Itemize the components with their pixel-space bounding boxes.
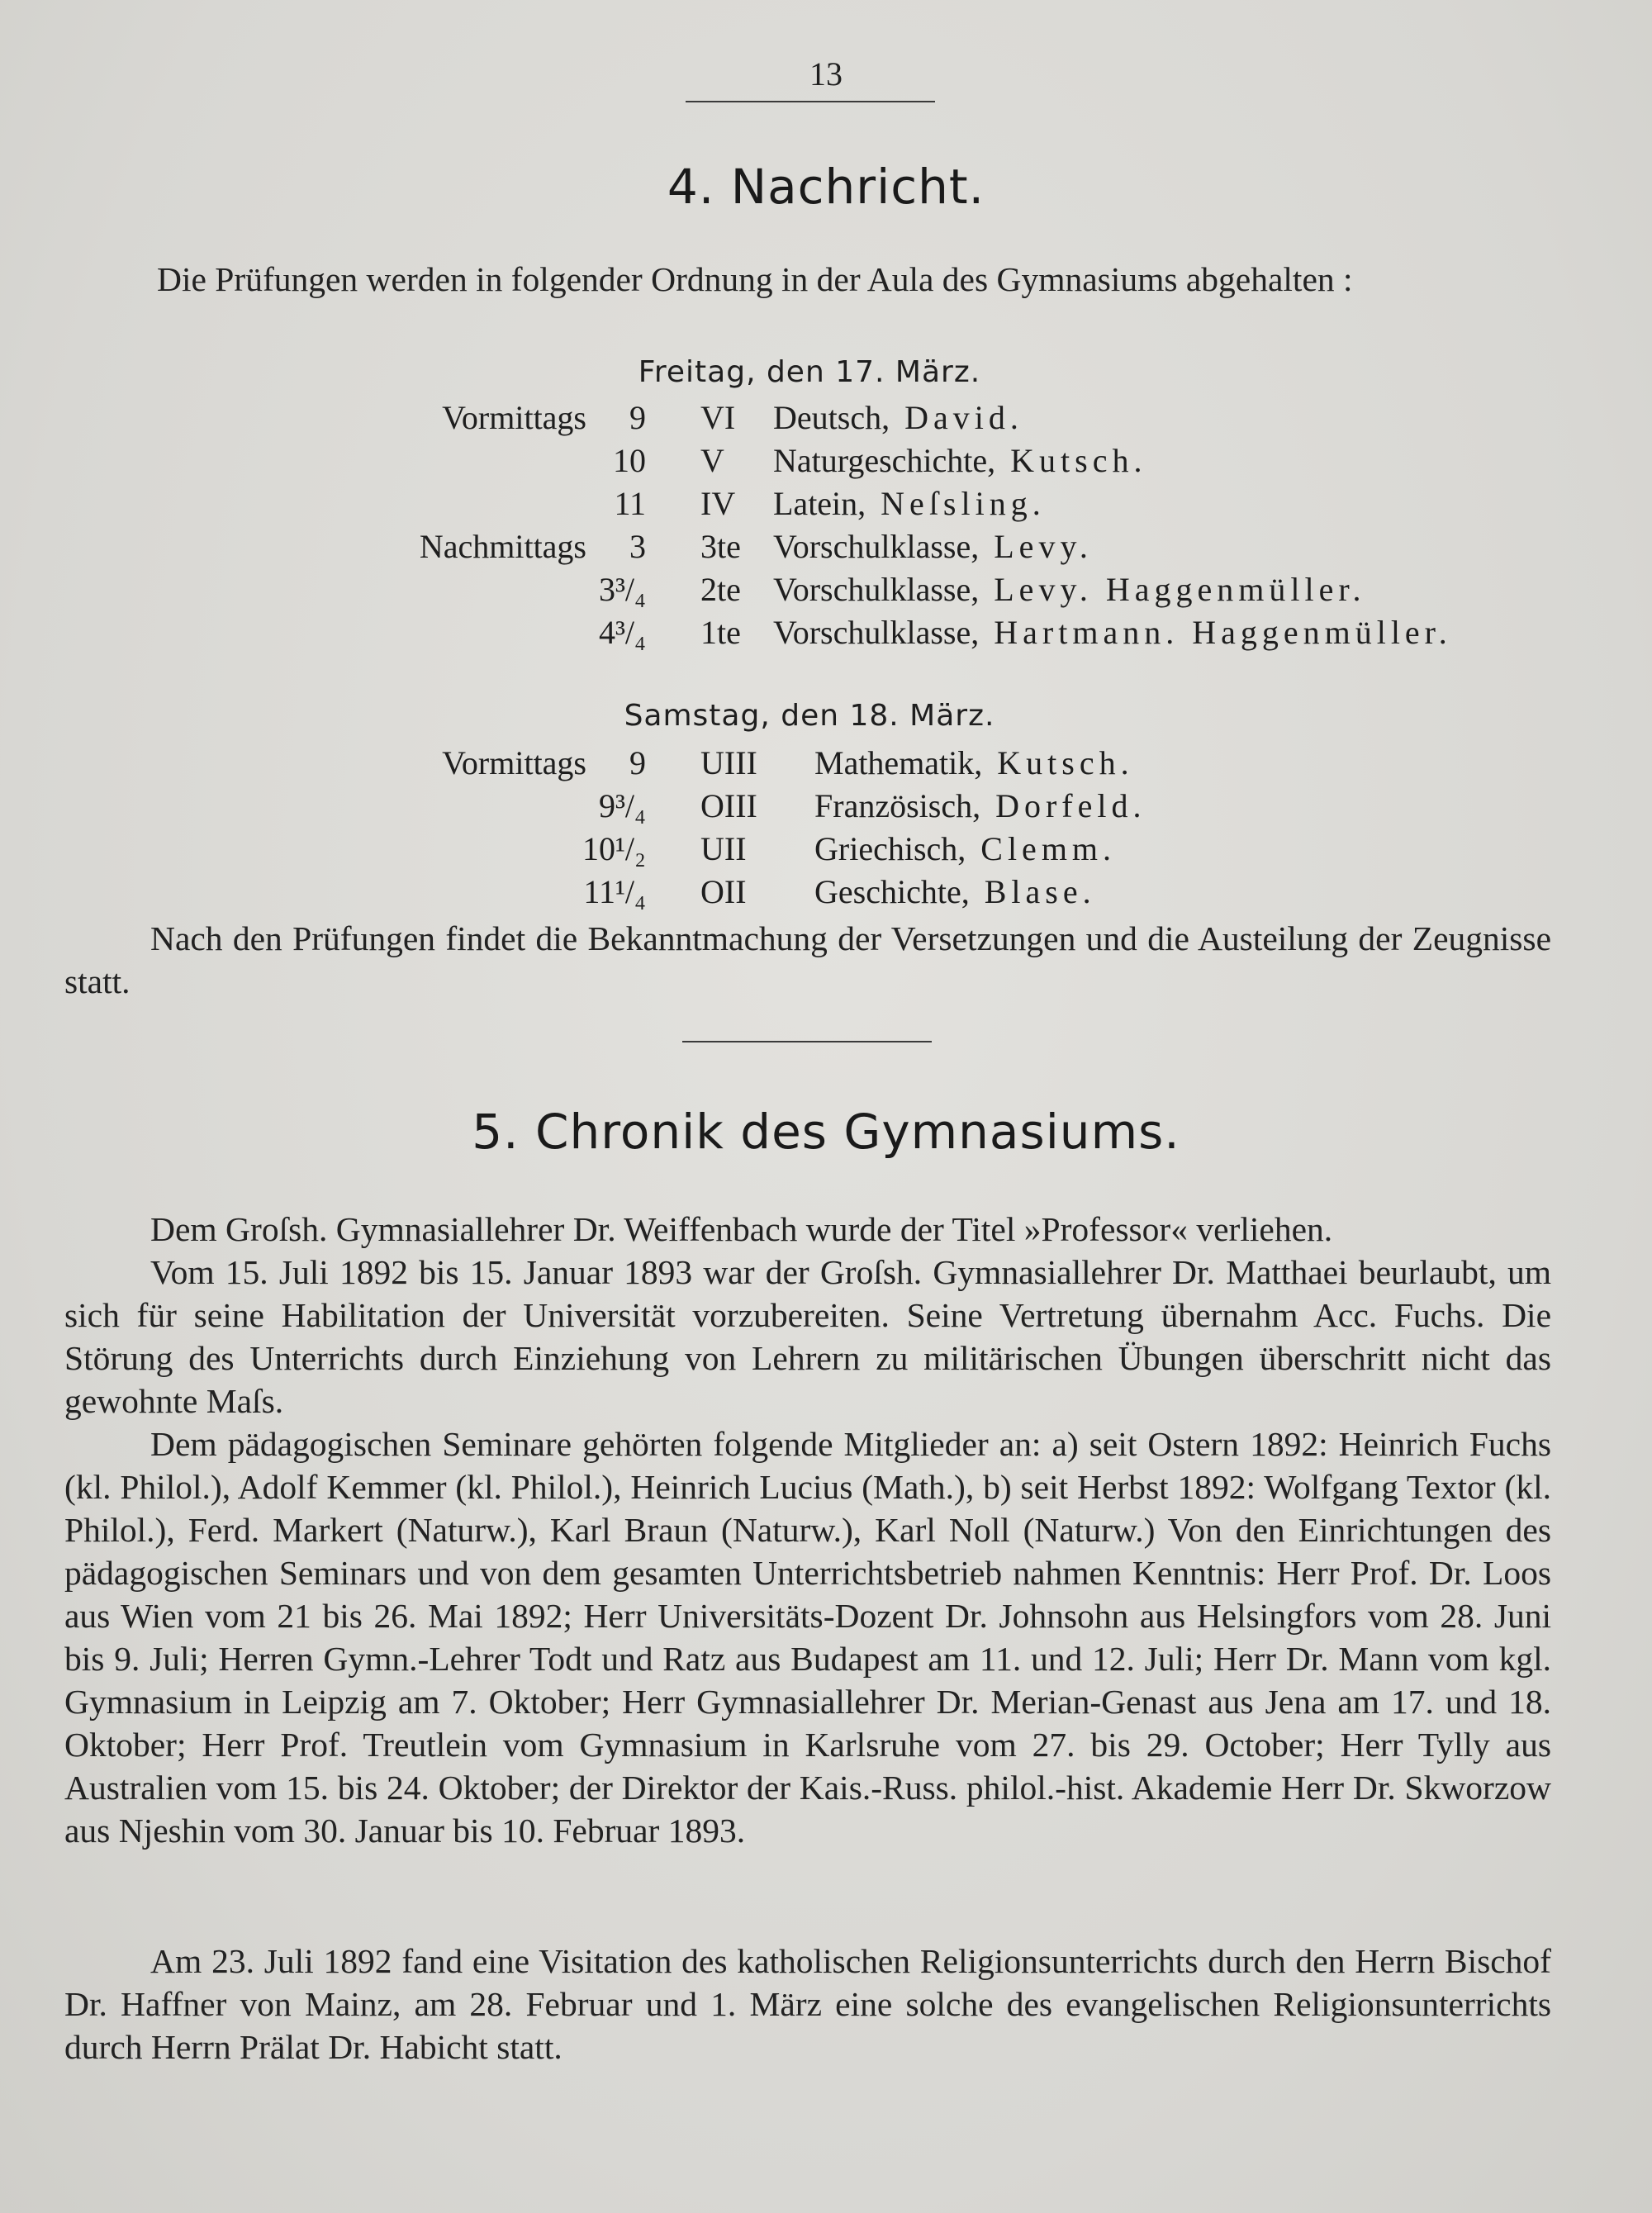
section-4-closing: Nach den Prüfungen findet die Bekanntmachung der Versetzungen und die Austeilung der Zeugnisse statt. <box>64 919 1551 1000</box>
schedule-class: UIII <box>700 744 757 781</box>
schedule-teacher: Hartmann. Haggenmüller. <box>994 614 1452 651</box>
schedule-class: IV <box>700 485 736 522</box>
schedule-subject: Griechisch, <box>814 830 966 867</box>
section-4-heading: 4. Nachricht. <box>667 159 985 215</box>
chronik-paragraph-3: Dem pädagogischen Seminare gehörten folgende Mitglieder an: a) seit Ostern 1892: Heinrich Fuchs (kl. Philol.), Adolf Kemmer (kl. Philol.), Heinrich Lucius (Math.), b) seit Herbst 1892: Wolfgang Textor (kl. Philol.), Ferd. Markert (Naturw.), Karl Braun (Naturw.), Karl Noll (Naturw.) Von den Einrichtungen des pädagogischen Seminars und von dem gesamten Unterrichtsbetrieb nahmen Kenntnis: Herr Prof. Dr. Loos aus Wien vom 21 bis 26. Mai 1892; Herr Universitäts-Dozent Dr. Johnsohn aus Helsingfors vom 28. Juni bis 9. Juli; Herren Gymn.-Lehrer Todt und Ratz aus Budapest am 11. und 12. Juli; Herr Dr. Mann vom kgl. Gymnasium in Leipzig am 7. Oktober; Herr Gymnasiallehrer Dr. Merian-Genast aus Jena am 17. und 18. Oktober; Herr Prof. Treutlein vom Gymnasium in Karlsruhe vom 27. bis 29. October; Herr Tylly aus Australien vom 15. bis 24. Oktober; der Direktor der Kais.-Russ. philol.-hist. Akademie Herr Dr. Skworzow aus Njeshin vom 30. Januar bis 10. Februar 1893. <box>64 1425 1551 1850</box>
schedule-subject: Französisch, <box>814 787 981 824</box>
schedule-teacher: Levy. Haggenmüller. <box>994 571 1366 608</box>
section-5-heading: 5. Chronik des Gymnasiums. <box>472 1104 1180 1160</box>
schedule-subject: Geschichte, <box>814 873 970 910</box>
schedule-subject: Vorschulklasse, <box>773 614 980 651</box>
schedule-subject: Naturgeschichte, <box>773 442 996 479</box>
schedule-teacher: Kutsch. <box>997 744 1134 781</box>
schedule-period: Nachmittags <box>419 528 586 565</box>
schedule-period: Vormittags <box>442 744 586 781</box>
schedule-class: V <box>700 442 724 479</box>
schedule-class: OIII <box>700 787 757 824</box>
schedule-time: 11¹/₄ <box>583 873 646 910</box>
section-divider <box>682 1041 932 1042</box>
schedule-time: 9³/₄ <box>598 787 646 824</box>
schedule-subject: Mathematik, <box>814 744 983 781</box>
chronik-paragraph-4: Am 23. Juli 1892 fand eine Visitation des katholischen Religionsunterrichts durch den Herrn Bischof Dr. Haffner von Mainz, am 28. Februar und 1. März eine solche des evangelischen Religionsunterrichts durch Herrn Prälat Dr. Habicht statt. <box>64 1942 1551 2066</box>
schedule-time: 4³/₄ <box>598 614 646 651</box>
schedule-teacher: Levy. <box>994 528 1093 565</box>
schedule-time: 3³/₄ <box>598 571 646 608</box>
schedule-time: 10¹/₂ <box>582 830 646 867</box>
schedule-class: 1te <box>700 614 741 651</box>
schedule-class: 2te <box>700 571 741 608</box>
schedule-class: VI <box>700 399 736 436</box>
page-number: 13 <box>809 55 843 93</box>
schedule-teacher: Dorfeld. <box>995 787 1146 824</box>
schedule-teacher: Kutsch. <box>1010 442 1147 479</box>
schedule-subject: Vorschulklasse, <box>773 528 980 565</box>
schedule-class: 3te <box>700 528 741 565</box>
schedule-time: 11 <box>614 485 646 522</box>
schedule-subject: Vorschulklasse, <box>773 571 980 608</box>
schedule-time: 3 <box>629 528 646 565</box>
schedule-time: 10 <box>613 442 646 479</box>
schedule-subject: Deutsch, <box>773 399 890 436</box>
section-4-intro: Die Prüfungen werden in folgender Ordnung in der Aula des Gymnasiums abgehalten : <box>157 260 1353 298</box>
chronik-paragraph-2: Vom 15. Juli 1892 bis 15. Januar 1893 war der Groſsh. Gymnasiallehrer Dr. Matthaei beurlaubt, um sich für seine Habilitation der Universität vorzubereiten. Seine Vertretung übernahm Acc. Fuchs. Die Störung des Unterrichts durch Einziehung von Lehrern zu militärischen Übungen überschritt nicht das gewohnte Maſs. <box>64 1253 1551 1420</box>
day-title-friday: Freitag, den 17. März. <box>638 355 981 389</box>
schedule-time: 9 <box>629 399 646 436</box>
chronik-paragraph-1: Dem Groſsh. Gymnasiallehrer Dr. Weiffenbach wurde der Titel »Professor« verliehen. <box>150 1210 1333 1248</box>
schedule-period: Vormittags <box>442 399 586 436</box>
header-rule <box>686 101 935 102</box>
schedule-class: OII <box>700 873 747 910</box>
schedule-class: UII <box>700 830 747 867</box>
schedule-teacher: Clemm. <box>980 830 1117 867</box>
schedule-teacher: David. <box>904 399 1023 436</box>
schedule-teacher: Neſsling. <box>881 485 1046 522</box>
schedule-teacher: Blase. <box>984 873 1096 910</box>
day-title-saturday: Samstag, den 18. März. <box>624 699 995 733</box>
schedule-time: 9 <box>629 744 646 781</box>
schedule-subject: Latein, <box>773 485 866 522</box>
